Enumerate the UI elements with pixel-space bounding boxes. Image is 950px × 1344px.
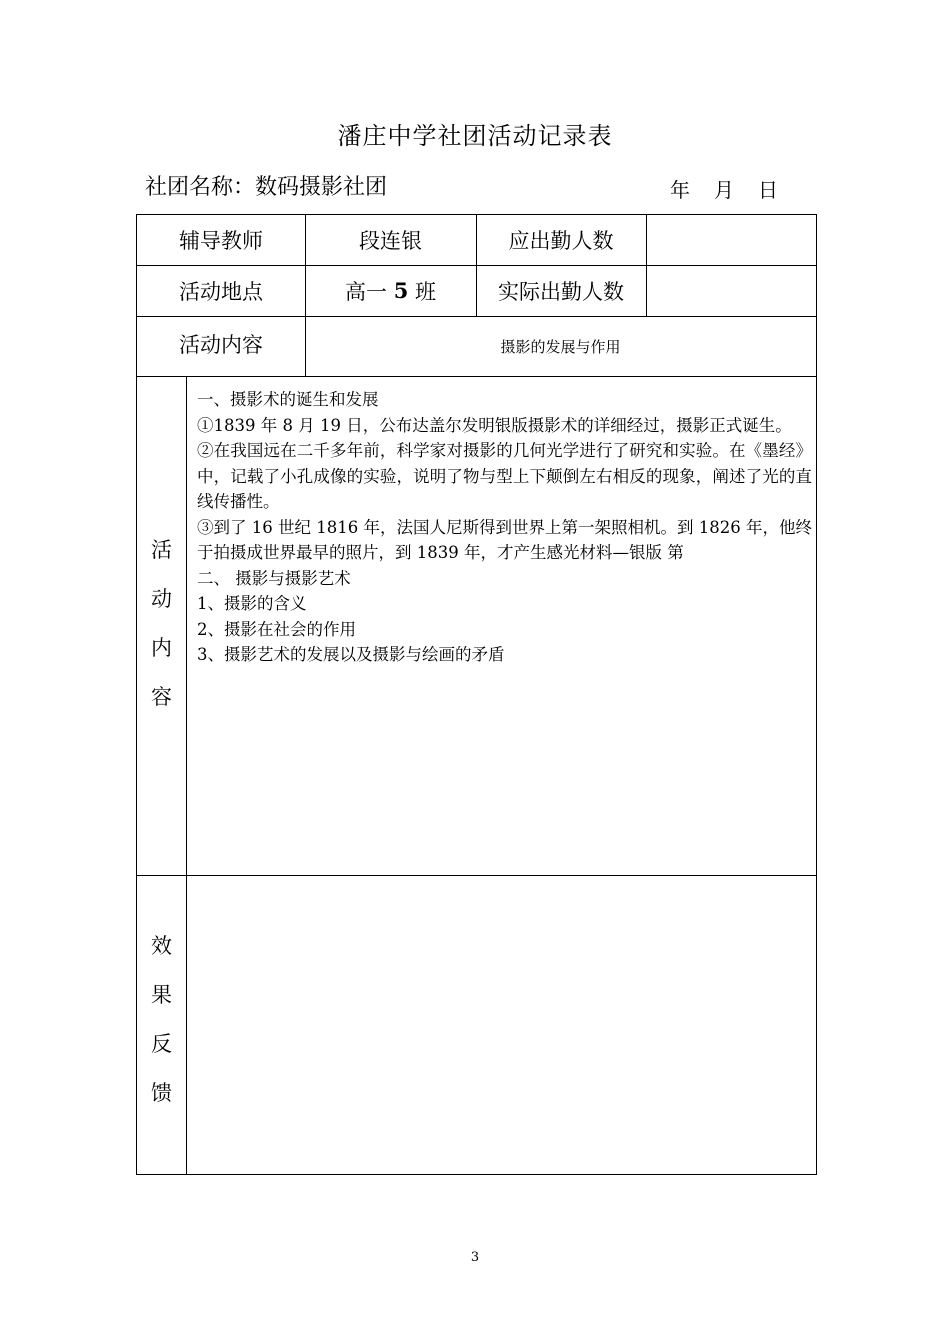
content-line: ①1839 年 8 月 19 日，公布达盖尔发明银版摄影术的详细经过，摄影正式诞生。 xyxy=(197,415,792,435)
activity-topic-label: 活动内容 xyxy=(179,332,263,357)
activity-content-char: 活 xyxy=(151,538,172,562)
content-line: 二、 摄影与摄影艺术 xyxy=(197,568,351,588)
table-rule xyxy=(137,376,816,377)
content-line: 一、摄影术的诞生和发展 xyxy=(197,390,379,409)
content-line: 2、摄影在社会的作用 xyxy=(197,619,356,639)
record-table xyxy=(136,214,817,1175)
club-name-value: 数码摄影社团 xyxy=(255,175,388,200)
page-title: 潘庄中学社团活动记录表 xyxy=(337,122,613,150)
feedback-char: 果 xyxy=(151,983,172,1007)
activity-content-char: 容 xyxy=(151,685,172,709)
activity-content-body xyxy=(197,387,812,668)
feedback-char: 馈 xyxy=(151,1081,172,1105)
club-name-label: 社团名称： xyxy=(145,175,256,200)
content-line: 1、摄影的含义 xyxy=(197,594,307,613)
location-value-text: 高一 xyxy=(345,279,387,304)
location-value-num: 5 xyxy=(393,278,409,303)
content-line: ②在我国远在二千多年前，科学家对摄影的几何光学进行了研究和实验。在《墨经》中，记载了小孔成像的实验，说明了物与型上下颠倒左右相反的现象，阐述了光的直线传播性。 xyxy=(197,441,812,511)
activity-content-char: 动 xyxy=(151,587,172,611)
club-name-line xyxy=(145,170,387,201)
feedback-body xyxy=(187,876,816,1174)
activity-content-heading xyxy=(137,526,186,722)
feedback-char: 效 xyxy=(151,934,172,958)
actual-attendance-label: 实际出勤人数 xyxy=(498,279,624,304)
location-value-suffix: 班 xyxy=(415,279,436,304)
page-number: 3 xyxy=(470,1250,480,1265)
date-day: 日 xyxy=(758,178,778,202)
activity-topic-value: 摄影的发展与作用 xyxy=(500,337,621,356)
content-line: 3、摄影艺术的发展以及摄影与绘画的矛盾 xyxy=(197,645,505,664)
date-year: 年 xyxy=(670,178,690,202)
date-month: 月 xyxy=(714,178,734,202)
teacher-label: 辅导教师 xyxy=(179,229,263,253)
location-value xyxy=(305,265,476,316)
location-label: 活动地点 xyxy=(179,279,263,304)
teacher-value: 段连银 xyxy=(359,229,422,253)
content-line: ③到了 16 世纪 1816 年，法国人尼斯得到世界上第一架照相机。到 1826 年，他终于拍摄成世界最早的照片，到 1839 年，才产生感光材料—银版 第 xyxy=(197,517,812,562)
feedback-char: 反 xyxy=(151,1032,172,1056)
actual-attendance-value xyxy=(646,265,816,316)
expected-attendance-value xyxy=(646,215,816,265)
expected-attendance-label: 应出勤人数 xyxy=(508,229,614,253)
feedback-heading xyxy=(137,922,186,1118)
date-line xyxy=(670,174,778,203)
activity-content-char: 内 xyxy=(151,636,172,660)
